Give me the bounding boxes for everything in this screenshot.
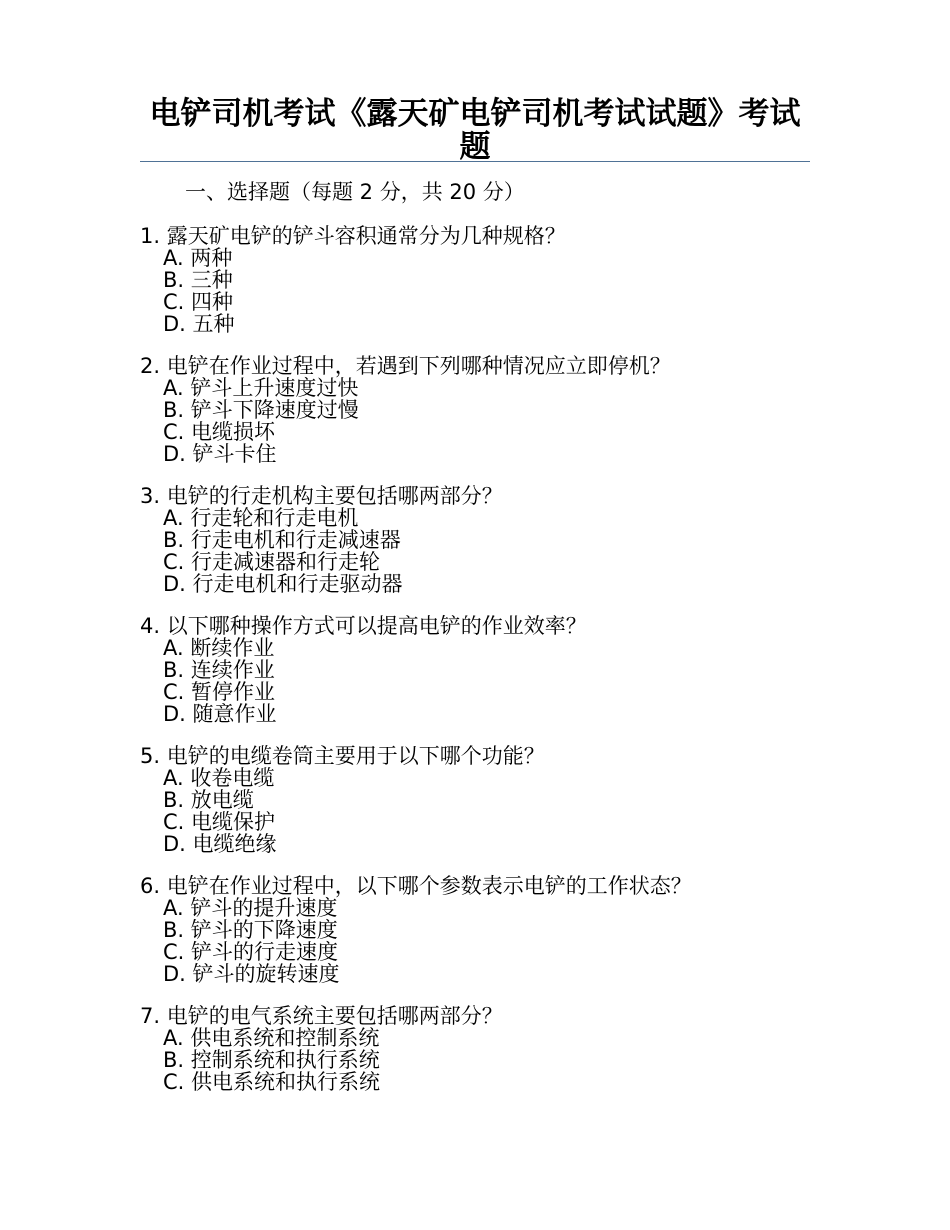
option-d: D. 行走电机和行走驱动器 <box>163 572 403 596</box>
option-list <box>140 767 820 855</box>
question-text: 1. 露天矿电铲的铲斗容积通常分为几种规格？ <box>140 224 566 248</box>
question-text: 6. 电铲在作业过程中，以下哪个参数表示电铲的工作状态？ <box>140 874 692 898</box>
option-list <box>140 507 820 595</box>
option-b: B. 放电缆 <box>163 788 254 812</box>
option-b: B. 铲斗的下降速度 <box>163 918 338 942</box>
option-c: C. 暂停作业 <box>163 680 276 704</box>
question-4 <box>140 615 820 725</box>
option-list <box>140 377 820 465</box>
question-text: 2. 电铲在作业过程中，若遇到下列哪种情况应立即停机？ <box>140 354 671 378</box>
document-title: 电铲司机考试《露天矿电铲司机考试试题》考试题 <box>149 96 801 165</box>
option-a: A. 两种 <box>163 246 233 270</box>
option-a: A. 断续作业 <box>163 636 275 660</box>
question-6 <box>140 875 820 985</box>
option-c: C. 行走减速器和行走轮 <box>163 550 381 574</box>
option-d: D. 电缆绝缘 <box>163 832 277 856</box>
option-d: D. 铲斗的旋转速度 <box>163 962 340 986</box>
question-1 <box>140 225 820 335</box>
option-a: A. 铲斗上升速度过快 <box>163 376 359 400</box>
option-b: B. 行走电机和行走减速器 <box>163 528 401 552</box>
option-a: A. 铲斗的提升速度 <box>163 896 338 920</box>
question-text: 7. 电铲的电气系统主要包括哪两部分？ <box>140 1004 503 1028</box>
question-text: 3. 电铲的行走机构主要包括哪两部分？ <box>140 484 503 508</box>
option-d: D. 五种 <box>163 312 235 336</box>
question-2 <box>140 355 820 465</box>
title-underline <box>140 161 810 162</box>
question-3 <box>140 485 820 595</box>
option-list <box>140 1027 820 1093</box>
option-b: B. 铲斗下降速度过慢 <box>163 398 359 422</box>
option-b: B. 连续作业 <box>163 658 275 682</box>
question-5 <box>140 745 820 855</box>
option-c: C. 供电系统和执行系统 <box>163 1070 381 1094</box>
option-b: B. 控制系统和执行系统 <box>163 1048 380 1072</box>
option-a: A. 行走轮和行走电机 <box>163 506 359 530</box>
option-d: D. 铲斗卡住 <box>163 442 277 466</box>
option-list <box>140 247 820 335</box>
option-c: C. 电缆损坏 <box>163 420 276 444</box>
option-a: A. 供电系统和控制系统 <box>163 1026 380 1050</box>
option-b: B. 三种 <box>163 268 233 292</box>
option-c: C. 四种 <box>163 290 234 314</box>
option-d: D. 随意作业 <box>163 702 277 726</box>
question-list <box>140 225 820 1113</box>
question-7 <box>140 1005 820 1093</box>
question-text: 5. 电铲的电缆卷筒主要用于以下哪个功能？ <box>140 744 545 768</box>
option-c: C. 铲斗的行走速度 <box>163 940 339 964</box>
option-c: C. 电缆保护 <box>163 810 276 834</box>
question-text: 4. 以下哪种操作方式可以提高电铲的作业效率？ <box>140 614 587 638</box>
option-list <box>140 897 820 985</box>
option-list <box>140 637 820 725</box>
option-a: A. 收卷电缆 <box>163 766 275 790</box>
section-heading: 一、选择题（每题 2 分，共 20 分） <box>185 180 525 204</box>
